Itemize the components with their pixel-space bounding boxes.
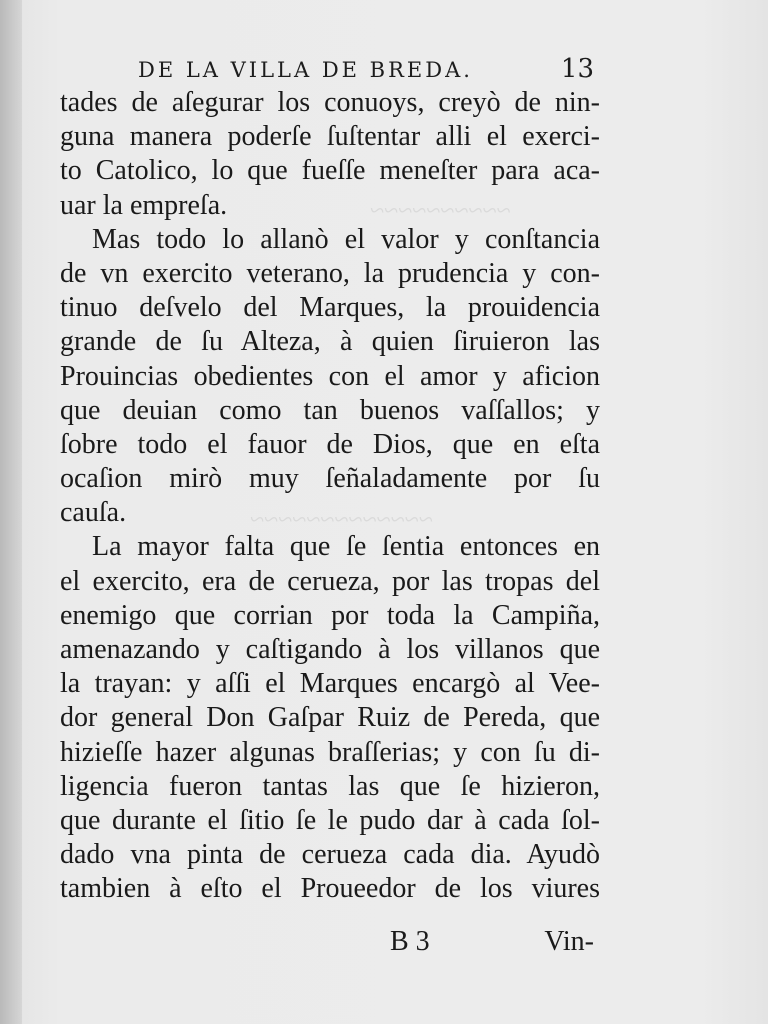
text-line: tinuo deſvelo del Marques, la prouidencia — [60, 292, 600, 324]
paragraph — [60, 86, 600, 223]
text-line: cauſa. — [60, 497, 127, 529]
text-line: Mas todo lo allanò el valor y conſtancia — [92, 223, 600, 255]
text-line: La mayor falta que ſe ſentia entonces en — [92, 531, 600, 563]
text-line: hizieſſe hazer algunas braſſerias; y con ſu di- — [60, 736, 600, 768]
text-line: tades de aſegurar los conuoys, creyò de nin- — [60, 87, 600, 118]
text-line: Prouincias obedientes con el amor y aficion — [60, 360, 600, 392]
text-line: grande de ſu Alteza, à quien ſiruieron las — [60, 326, 600, 358]
text-line: la trayan: y aſſi el Marques encargò al Vee- — [60, 668, 600, 700]
text-line: que deuian como tan buenos vaſſallos; y — [60, 394, 600, 426]
text-line: guna manera poderſe ſuſtentar alli el exerci- — [60, 121, 600, 153]
text-line: ocaſion mirò muy ſeñaladamente por ſu — [60, 463, 600, 495]
text-line: to Catolico, lo que fueſſe meneſter para aca- — [60, 155, 600, 187]
text-line: de vn exercito veterano, la prudencia y con- — [60, 257, 600, 289]
signature-mark: B 3 — [390, 926, 430, 957]
text-line: tambien à eſto el Proueedor de los viures — [60, 873, 600, 905]
text-line: que durante el ſitio ſe le pudo dar à cada ſol- — [60, 804, 600, 836]
text-line: uar la empreſa. — [60, 189, 228, 221]
text-line: ligencia fueron tantas las que ſe hizieron, — [60, 770, 600, 802]
page-number: 13 — [560, 54, 594, 84]
text-line: amenazando y caſtigando à los villanos que — [60, 634, 600, 665]
paragraph — [60, 530, 600, 906]
page-footer — [60, 922, 600, 962]
show-through-mark: ~~~~~~~~~~ — [370, 196, 511, 225]
catchword: Vin- — [544, 926, 594, 957]
text-line: dor general Don Gaſpar Ruiz de Pereda, que — [60, 702, 600, 734]
running-head: DE LA VILLA DE BREDA. — [138, 58, 473, 82]
text-line: dado vna pinta de cerueza cada dia. Ayudò — [60, 839, 600, 871]
page-edge-shadow — [0, 0, 22, 1024]
text-line: ſobre todo el fauor de Dios, que en eſta — [60, 428, 600, 460]
text-line: el exercito, era de cerueza, por las tropas del — [60, 565, 600, 597]
body-text — [60, 86, 600, 907]
paragraph — [60, 223, 600, 531]
text-line: enemigo que corrian por toda la Campiña, — [60, 599, 600, 631]
show-through-mark: ~~~~~~~~~~~~~ — [250, 505, 433, 534]
